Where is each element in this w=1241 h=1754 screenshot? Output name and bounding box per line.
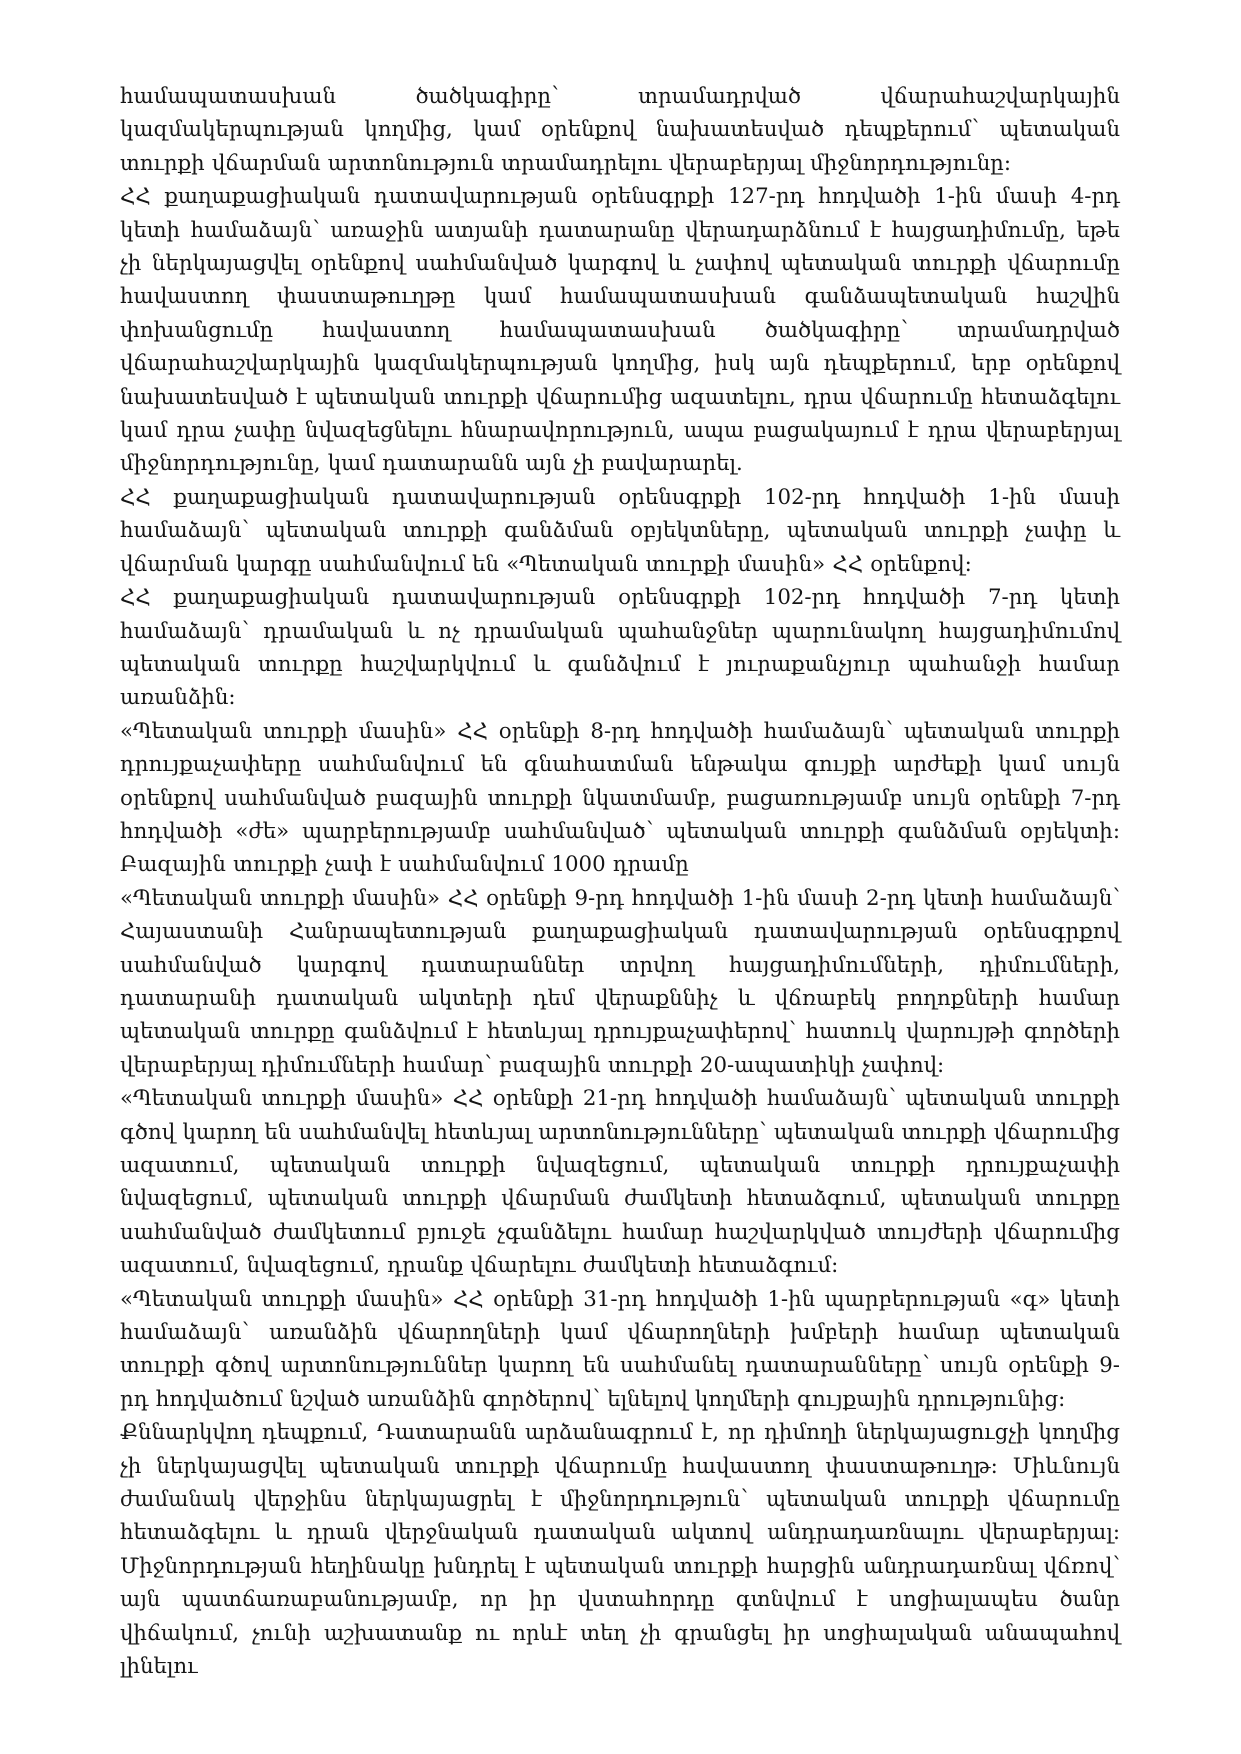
paragraph-law-article-9: «Պետական տուրքի մասին» ՀՀ օրենքի 9-րդ հոդվածի 1-ին մասի 2-րդ կետի համաձայն՝ Հայաստանի Հանրապետության քաղաքացիական դատավարության օրենսգրքով սահմանված կարգով դատարաններ տրվող հայցադիմումների, դիմումների, դատարանի դատական ակտերի դեմ վերաքննիչ և վճռաբեկ բողոքների համար պետական տուրքը գանձվում է հետևյալ դրույքաչափերով՝ հատուկ վարույթի գործերի վերաբերյալ դիմումների համար՝ բազային տուրքի 20-ապատիկի չափով: xyxy=(120,885,1120,1078)
paragraph-law-article-21: «Պետական տուրքի մասին» ՀՀ օրենքի 21-րդ հոդվածի համաձայն՝ պետական տուրքի գծով կարող են սահմանվել հետևյալ արտոնությունները՝ պետական տուրքի վճարումից ազատում, պետական տուրքի նվազեցում, պետական տուրքի դրույքաչափի նվազեցում, պետական տուրքի վճարման ժամկետի հետաձգում, պետական տուրքը սահմանված ժամկետում բյուջե չգանձելու համար հաշվարկված տույժերի վճարումից ազատում, նվազեցում, դրանք վճարելու ժամկետի հետաձգում: xyxy=(120,1086,1120,1279)
paragraph-court-conclusion: Քննարկվող դեպքում, Դատարանն արձանագրում է, որ դիմողի ներկայացուցչի կողմից չի ներկայացվել պետական տուրքի վճարումը հավաստող փաստաթուղթ: Միևնույն ժամանակ վերջինս ներկայացրել է միջնորդություն՝ պետական տուրքի վճարումը հետաձգելու և դրան վերջնական դատական ակտով անդրադառնալու վերաբերյալ: Միջնորդության հեղինակը խնդրել է պետական տուրքի հարցին անդրադառնալ վճռով՝ այն պատճառաբանությամբ, որ իր վստահորդը գտնվում է սոցիալապես ծանր վիճակում, չունի աշխատանք ու որևէ տեղ չի գրանցել իր սոցիալական անապահով լինելու xyxy=(120,1420,1120,1680)
paragraph-law-article-31: «Պետական տուրքի մասին» ՀՀ օրենքի 31-րդ հոդվածի 1-ին պարբերության «գ» կետի համաձայն՝ առանձին վճարողների կամ վճարողների խմբերի համար պետական տուրքի գծով արտոնություններ կարող են սահմանել դատարանները՝ սույն օրենքի 9-րդ հոդվածում նշված առանձին գործերով՝ ելնելով կողմերի գույքային դրությունից: xyxy=(120,1286,1120,1412)
paragraph-code-102-part7: ՀՀ քաղաքացիական դատավարության օրենսգրքի 102-րդ հոդվածի 7-րդ կետի համաձայն՝ դրամական և ոչ դրամական պահանջներ պարունակող հայցադիմումով պետական տուրքը հաշվարկվում և գանձվում է յուրաքանչյուր պահանջի համար առանձին: xyxy=(120,585,1120,711)
paragraph-code-127: ՀՀ քաղաքացիական դատավարության օրենսգրքի 127-րդ հոդվածի 1-ին մասի 4-րդ կետի համաձայն՝ առաջին ատյանի դատարանը վերադարձնում է հայցադիմումը, եթե չի ներկայացվել օրենքով սահմանված կարգով և չափով պետական տուրքի վճարումը հավաստող փաստաթուղթը կամ համապատասխան գանձապետական հաշվին փոխանցումը հավաստող համապատասխան ծածկագիրը՝ տրամադրված վճարահաշվարկային կազմակերպության կողմից, իսկ այն դեպքերում, երբ օրենքով նախատեսված է պետական տուրքի վճարումից ազատելու, դրա վճարումը հետաձգելու կամ դրա չափը նվազեցնելու հնարավորություն, ապա բացակայում է դրա վերաբերյալ միջնորդությունը, կամ դատարանն այն չի բավարարել. xyxy=(120,184,1120,477)
paragraph-law-article-8: «Պետական տուրքի մասին» ՀՀ օրենքի 8-րդ հոդվածի համաձայն՝ պետական տուրքի դրույքաչափերը սահմանվում են գնահատման ենթակա գույքի արժեքի կամ սույն օրենքով սահմանված բազային տուրքի նկատմամբ, բացառությամբ սույն օրենքի 7-րդ հոդվածի «ժե» պարբերությամբ սահմանված՝ պետական տուրքի գանձման օբյեկտի: Բազային տուրքի չափ է սահմանվում 1000 դրամը xyxy=(120,718,1120,878)
text-block xyxy=(120,80,1120,1684)
paragraph-continuation: համապատասխան ծածկագիրը՝ տրամադրված վճարահաշվարկային կազմակերպության կողմից, կամ օրենքով նախատեսված դեպքերում՝ պետական տուրքի վճարման արտոնություն տրամադրելու վերաբերյալ միջնորդությունը: xyxy=(120,84,1120,176)
paragraph-code-102-part1: ՀՀ քաղաքացիական դատավարության օրենսգրքի 102-րդ հոդվածի 1-ին մասի համաձայն՝ պետական տուրքի գանձման օբյեկտները, պետական տուրքի չափը և վճարման կարգը սահմանվում են «Պետական տուրքի մասին» ՀՀ օրենքով: xyxy=(120,484,1120,577)
